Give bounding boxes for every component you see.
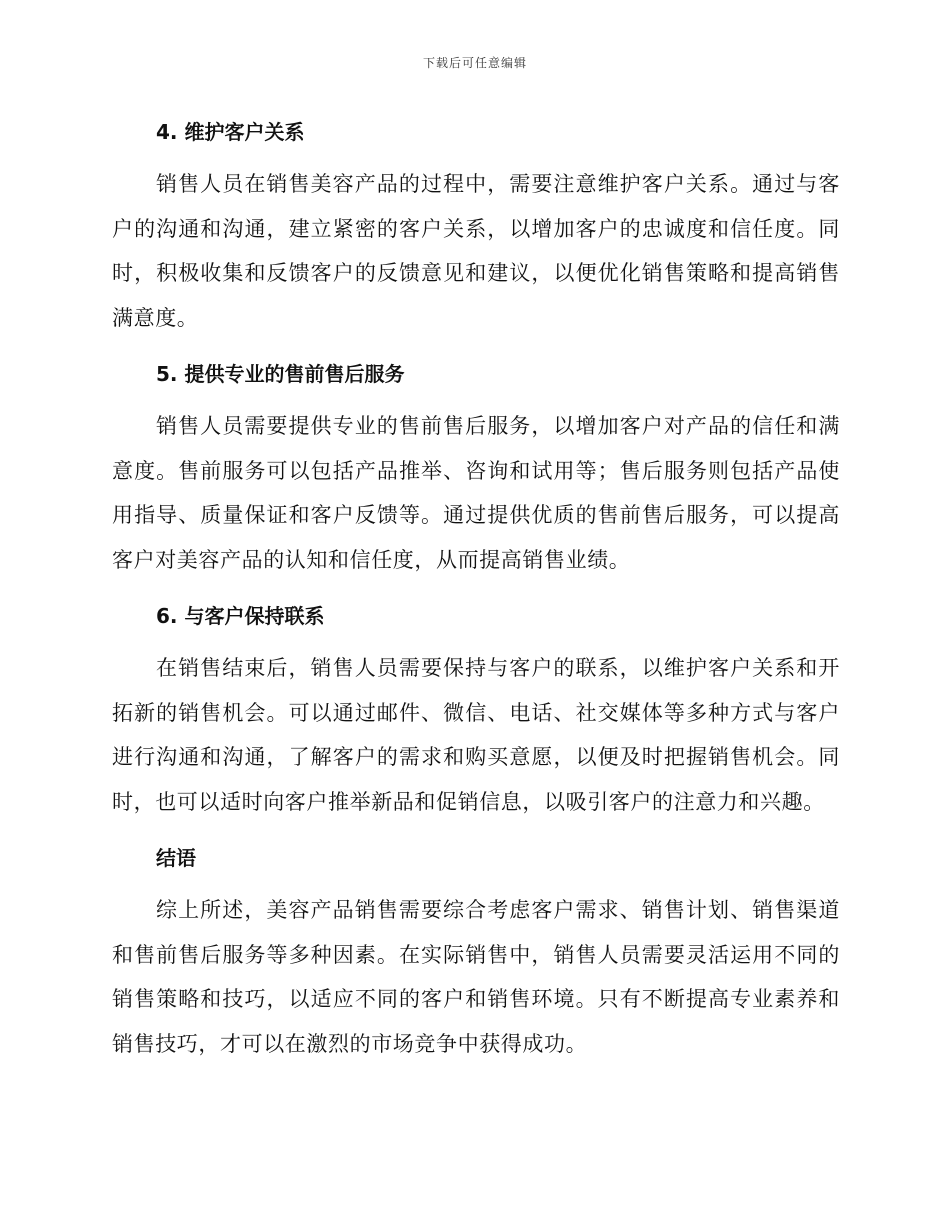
section-paragraph: 销售人员在销售美容产品的过程中，需要注意维护客户关系。通过与客户的沟通和沟通，建立紧密的客户关系，以增加客户的忠诚度和信任度。同时，积极收集和反馈客户的反馈意见和建议，以便优化销售策略和提高销售满意度。 xyxy=(112,172,840,330)
section-heading: 4. 维护客户关系 xyxy=(156,120,305,144)
section-pre-after-sales-service xyxy=(112,354,840,582)
page-header: 下载后可任意编辑 xyxy=(422,56,527,70)
section-heading: 5. 提供专业的售前售后服务 xyxy=(156,362,405,386)
section-paragraph: 综上所述，美容产品销售需要综合考虑客户需求、销售计划、销售渠道和售前售后服务等多种因素。在实际销售中，销售人员需要灵活运用不同的销售策略和技巧，以适应不同的客户和销售环境。只有不断提高专业素养和销售技巧，才可以在激烈的市场竞争中获得成功。 xyxy=(112,898,840,1056)
section-heading: 6. 与客户保持联系 xyxy=(156,604,325,628)
section-paragraph: 销售人员需要提供专业的售前售后服务，以增加客户对产品的信任和满意度。售前服务可以包括产品推举、咨询和试用等；售后服务则包括产品使用指导、质量保证和客户反馈等。通过提供优质的售前售后服务，可以提高客户对美容产品的认知和信任度，从而提高销售业绩。 xyxy=(112,414,840,572)
section-conclusion xyxy=(112,838,840,1066)
section-keep-in-touch xyxy=(112,596,840,824)
section-paragraph: 在销售结束后，销售人员需要保持与客户的联系，以维护客户关系和开拓新的销售机会。可以通过邮件、微信、电话、社交媒体等多种方式与客户进行沟通和沟通，了解客户的需求和购买意愿，以便及时把握销售机会。同时，也可以适时向客户推举新品和促销信息，以吸引客户的注意力和兴趣。 xyxy=(112,656,840,814)
section-heading: 结语 xyxy=(156,846,196,870)
document-body xyxy=(112,112,840,1080)
section-maintain-customer-relations xyxy=(112,112,840,340)
